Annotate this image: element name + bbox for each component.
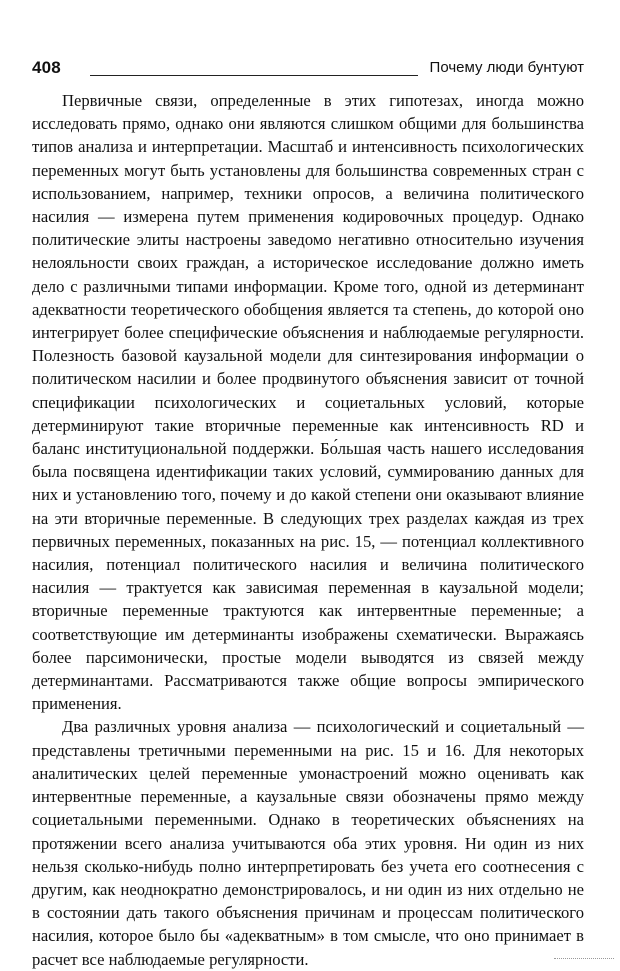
running-title: Почему люди бунтуют bbox=[429, 59, 584, 76]
page-number: 408 bbox=[32, 58, 61, 77]
scan-edge-mark bbox=[554, 958, 614, 961]
paragraph: Два различных уровня анализа — психологический и социетальный — представлены третичными переменными на рис. 15 и 16. Для некоторых аналитических целей переменные умонастроений можно оценивать как интервентные переменные, а каузальные связи обозначены прямо между социетальными переменными. Однако в теоретических объяснениях на протяжении всего анализа учитываются оба этих уровня. Ни один из них нельзя сколько-нибудь полно интерпретировать без учета его соотнесения с другим, как неоднократно демонстрировалось, и ни один из них отдельно не в состоянии дать такого объяснения причинам и процессам политического насилия, которое было бы «адекватным» в том смысле, что оно принимает в расчет все наблюдаемые регулярности. bbox=[32, 717, 584, 969]
body-text bbox=[32, 89, 584, 971]
page-header bbox=[32, 56, 584, 82]
header-rule bbox=[90, 75, 418, 76]
paragraph: Первичные связи, определенные в этих гипотезах, иногда можно исследовать прямо, однако они являются слишком общими для большинства типов анализа и интерпретации. Масштаб и интенсивность психологических переменных могут быть установлены для большинства современных стран с использованием, например, техники опросов, а величина политического насилия — измерена путем применения кодировочных процедур. Однако политические элиты настроены заведомо негативно относительно изучения нелояльности своих граждан, а историческое исследование должно иметь дело с различными типами информации. Кроме того, одной из детерминант адекватности теоретического обобщения является та степень, до которой оно интегрирует более специфические объяснения и наблюдаемые регулярности. Полезность базовой каузальной модели для синтезирования информации о политическом насилии и более продвинутого объяснения зависит от точной спецификации психологических и социетальных условий, которые детерминируют такие вторичные переменные как интенсивность RD и баланс институциональной поддержки. Бо́льшая часть нашего исследования была посвящена идентификации таких условий, суммированию данных для них и установлению того, почему и до какой степени они оказывают влияние на эти вторичные переменные. В следующих трех разделах каждая из трех первичных переменных, показанных на рис. 15, — потенциал коллективного насилия, потенциал политического насилия и величина политического насилия — трактуется как зависимая переменная в каузальной модели; вторичные переменные трактуются как интервентные переменные; а соответствующие им детерминанты изображены схематически. Выражаясь более парсимонически, простые модели выводятся из связей между детерминантами. Рассматриваются также общие вопросы эмпирического применения. bbox=[32, 91, 584, 714]
